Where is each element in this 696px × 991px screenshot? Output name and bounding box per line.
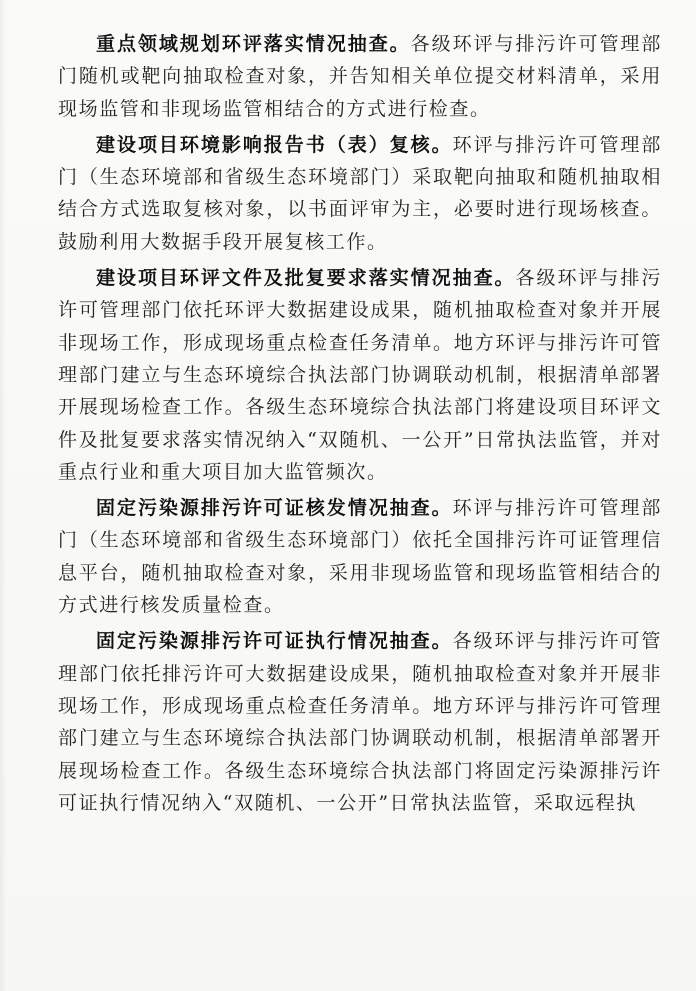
paragraph-permit-execution-check (58, 625, 662, 819)
paragraph-heading: 固定污染源排污许可证执行情况抽查。 (96, 630, 453, 653)
paragraph-heading: 建设项目环评文件及批复要求落实情况抽查。 (96, 267, 516, 290)
paragraph-body: 各级环评与排污许可管理部门随机或靶向抽取检查对象，并告知相关单位提交材料清单，采用现场监管和非现场监管相结合的方式进行检查。 (58, 33, 662, 120)
paragraph-report-review (58, 129, 662, 258)
paragraph-heading: 固定污染源排污许可证核发情况抽查。 (96, 497, 453, 520)
scan-edge-shadow (0, 0, 6, 991)
paragraph-body: 各级环评与排污许可管理部门依托环评大数据建设成果，随机抽取检查对象并开展非现场工作，形成现场重点检查任务清单。地方环评与排污许可管理部门建立与生态环境综合执法部门协调联动机制，根据清单部署开展现场检查工作。各级生态环境综合执法部门将建设项目环评文件及批复要求落实情况纳入“双随机、一公开”日常执法监管，并对重点行业和重大项目加大监管频次。 (58, 267, 662, 483)
paragraph-permit-issuance-check (58, 492, 662, 621)
paragraph-planning-eia-check (58, 28, 662, 125)
paragraph-heading: 建设项目环境影响报告书（表）复核。 (96, 133, 453, 156)
paragraph-body: 环评与排污许可管理部门（生态环境部和省级生态环境部门）采取靶向抽取和随机抽取相结合方式选取复核对象，以书面评审为主，必要时进行现场核查。鼓励利用大数据手段开展复核工作。 (58, 133, 662, 253)
paragraph-body: 各级环评与排污许可管理部门依托排污许可大数据建设成果，随机抽取检查对象并开展非现场工作，形成现场重点检查任务清单。地方环评与排污许可管理部门建立与生态环境综合执法部门协调联动机制，根据清单部署开展现场检查工作。各级生态环境综合执法部门将固定污染源排污许可证执行情况纳入“双随机、一公开”日常执法监管，采取远程执 (58, 630, 662, 814)
paragraph-approval-implementation-check (58, 262, 662, 488)
paragraph-body: 环评与排污许可管理部门（生态环境部和省级生态环境部门）依托全国排污许可证管理信息平台，随机抽取检查对象，采用非现场监管和现场监管相结合的方式进行核发质量检查。 (58, 497, 662, 617)
paragraph-heading: 重点领域规划环评落实情况抽查。 (96, 33, 411, 55)
